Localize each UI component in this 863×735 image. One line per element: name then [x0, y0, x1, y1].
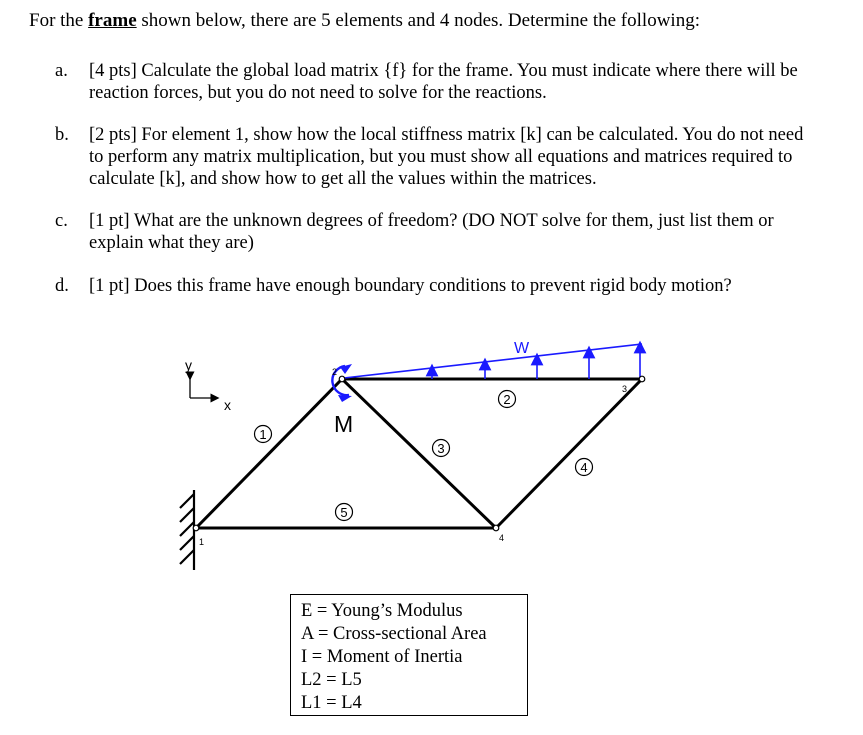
- node-2-label: 2: [332, 367, 338, 377]
- question-letter: b.: [55, 125, 69, 145]
- element-1-label: 1: [259, 427, 267, 442]
- element-4-label: 4: [580, 460, 588, 475]
- node-4-marker: [493, 525, 499, 531]
- question-text: [1 pt] What are the unknown degrees of freedom? (DO NOT solve for them, just list them or explain what they are): [89, 211, 774, 253]
- intro-prefix: For the: [29, 10, 89, 31]
- element-3-member: [342, 379, 496, 528]
- legend-youngs-modulus: E = Young’s Modulus: [301, 601, 463, 621]
- moment-label: M: [334, 411, 354, 437]
- question-text: [1 pt] Does this frame have enough boundary conditions to prevent rigid body motion?: [89, 276, 732, 296]
- node-3-label: 3: [622, 384, 628, 394]
- axis-x-label: x: [224, 397, 231, 413]
- fixed-support-icon: [180, 490, 194, 570]
- element-5-label: 5: [340, 505, 348, 520]
- node-2-marker: [339, 376, 345, 382]
- intro-suffix: shown below, there are 5 elements and 4 nodes. Determine the following:: [136, 10, 700, 31]
- node-4-label: 4: [499, 533, 505, 543]
- legend-length-relation-1-4: L1 = L4: [301, 693, 362, 713]
- legend-moment-of-inertia: I = Moment of Inertia: [301, 647, 463, 667]
- element-labels: [255, 391, 593, 521]
- node-1-marker: [193, 525, 199, 531]
- axes-icon: [185, 357, 231, 413]
- node-1-label: 1: [199, 537, 205, 547]
- question-letter: c.: [55, 211, 68, 231]
- element-4-member: [496, 379, 642, 528]
- element-1-member: [196, 379, 342, 528]
- load-label: W: [514, 340, 530, 357]
- question-text: [2 pts] For element 1, show how the local stiffness matrix [k] can be calculated. You do not need to perform any matrix multiplication, but you must show all equations and matrices required to calculate [k], and show how to get all the values within the matrices.: [89, 125, 804, 189]
- element-3-label: 3: [437, 441, 445, 456]
- element-2-label: 2: [503, 392, 511, 407]
- properties-legend-box: [290, 594, 528, 716]
- legend-cross-section-area: A = Cross-sectional Area: [301, 624, 487, 644]
- axis-y-label: y: [185, 357, 192, 373]
- distributed-load-icon: [344, 344, 642, 379]
- question-letter: d.: [55, 276, 69, 296]
- intro-bold-word: frame: [88, 10, 137, 31]
- nodes: [193, 367, 645, 547]
- question-letter: a.: [55, 61, 68, 81]
- node-3-marker: [639, 376, 645, 382]
- question-text: [4 pts] Calculate the global load matrix {f} for the frame. You must indicate where there will be reaction forces, but you do not need to solve for the reactions.: [89, 61, 798, 103]
- legend-length-relation-2-5: L2 = L5: [301, 670, 362, 690]
- frame-members: [196, 379, 642, 528]
